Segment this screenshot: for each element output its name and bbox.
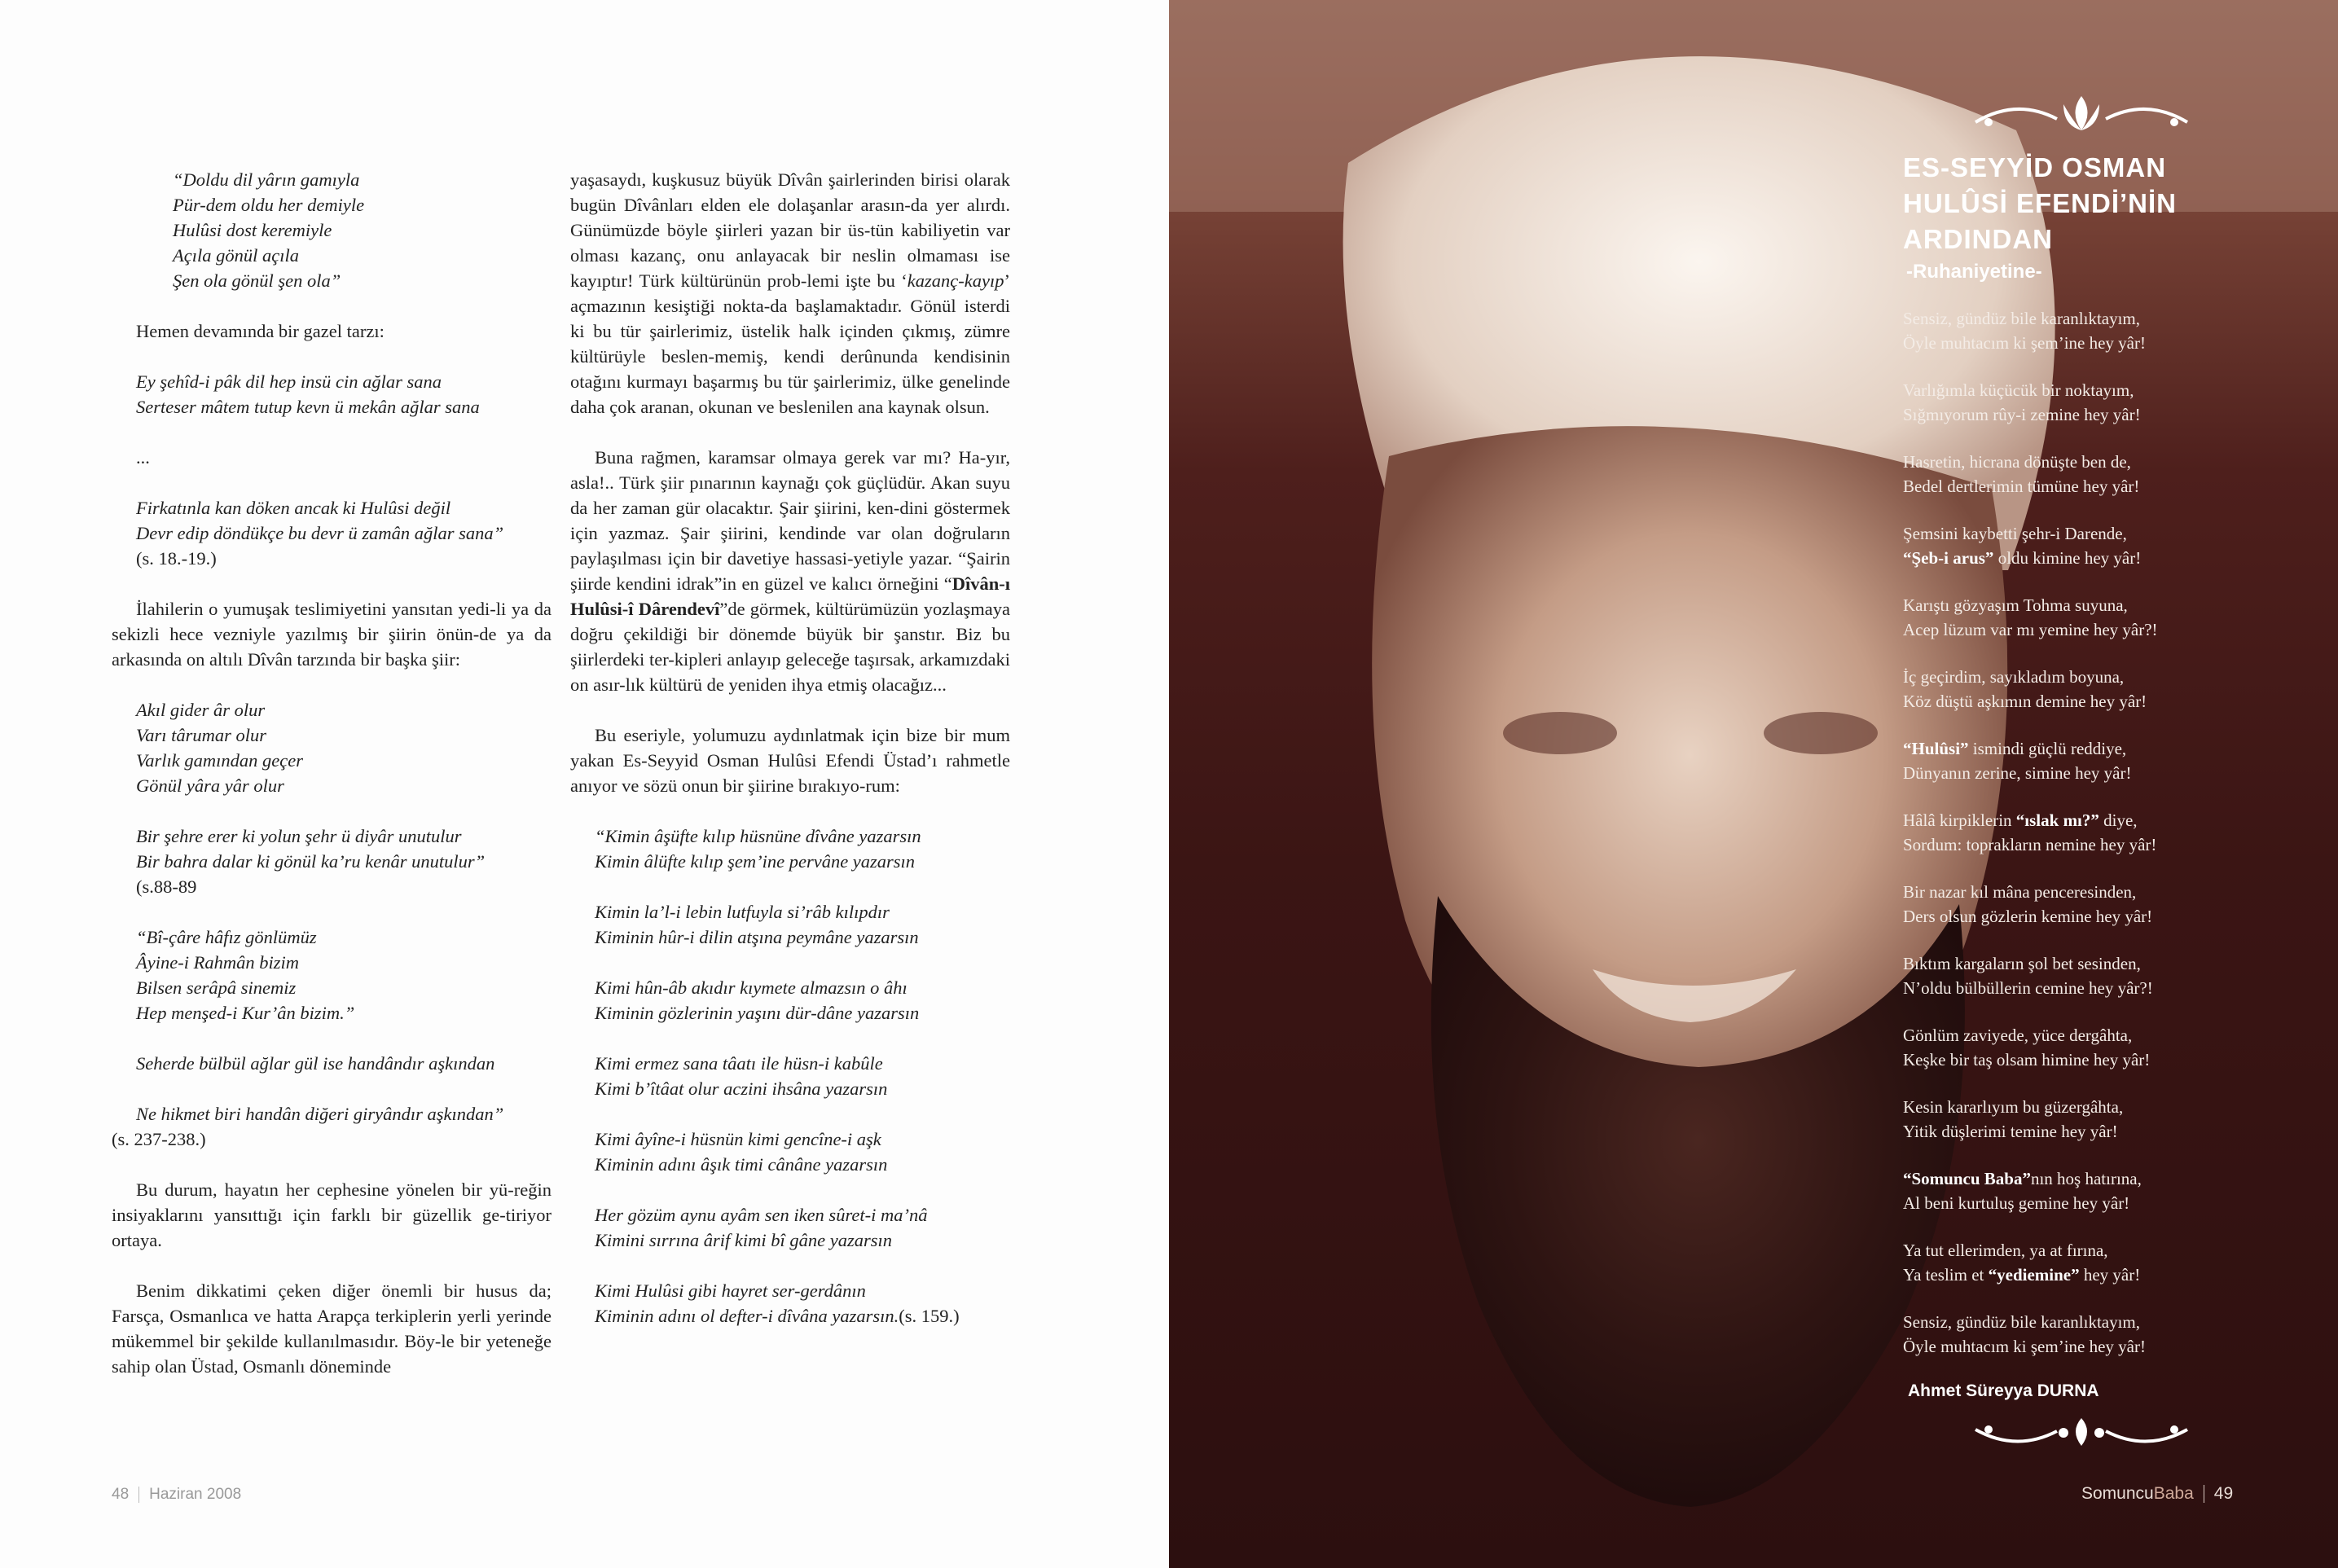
stanza-line: Şemsini kaybetti şehr-i Darende, <box>1903 524 2127 543</box>
poem-line: Kiminin hûr-i dilin atşına peymâne yazarsın <box>595 927 919 947</box>
poem-line: Seherde bülbül ağlar gül ise handândır aşkından <box>136 1053 495 1074</box>
stanza <box>1903 1023 2294 1072</box>
stanza <box>1903 1166 2294 1215</box>
paragraph: yaşasaydı, kuşkusuz büyük Dîvân şairlerinden birisi olarak bugün Dîvânları elden ele dolaşanlar arasın-da yer alırdı. Günümüzde böyle şiirleri yazan bir üs-tün kabiliyetin var olması kazanç, onu anlayacak bir neslin olmaması ise kayıptır! Türk kültürünün prob-lemi işte bu ‘kazanç-kayıp’ açmazının kesiştiği nokta-da başlamaktadır. Gönül isterdi ki bu tür şairlerimiz, üstelik halk içinden çıkmış, zümre kültürüyle beslen-memiş, kendi derûnunda kendisinin otağını kurmayı başarmış bu tür şairlerimiz, ülke genelinde daha çok aranan, okunan ve beslenilen ana kaynak olsun. <box>570 169 1010 417</box>
page-reference: (s. 159.) <box>899 1306 960 1326</box>
stanza-line: Ya teslim et “yediemine” hey yâr! <box>1903 1265 2141 1285</box>
poem-line: Kimin âlüfte kılıp şem’ine pervâne yazarsın <box>595 851 916 872</box>
stanza-line: “Somuncu Baba”nın hoş hatırına, <box>1903 1169 2142 1188</box>
stanza <box>1903 1238 2294 1287</box>
stanza <box>1903 808 2294 857</box>
stanza-line: Kesin kararlıyım bu güzergâhta, <box>1903 1097 2124 1117</box>
left-column-2 <box>570 167 1010 1329</box>
poem-line: “Bî-çâre hâfız gönlümüz <box>136 927 317 947</box>
paragraph: Buna rağmen, karamsar olmaya gerek var mı? Ha-yır, asla!.. Türk şiir pınarının kaynağı çok güçlüdür. Akan suyu da her zaman gür olacaktır. Şair şiirini, ken-dini göstermek için yazmaz. Şair şiirini, kendinde var olan doğruların paylaşılması için bir davetiye hassasi-yetiyle yazar. “Şairin şiirde kendini idrak”in en güzel ve kalıcı örneğini “Dîvân-ı Hulûsi-î Dârendevî”de görmek, kültürümüzün yozlaşmaya doğru çekildiği bir dönemde büyük bir şanstır. Biz bu şiirlerdeki ter-kipleri anlayıp geleceğe taşırsak, arkamızdaki on asır-lık kültürü de yeniden ihya etmiş olacağız... <box>570 447 1010 695</box>
poem-line: Kiminin gözlerinin yaşını dür-dâne yazarsın <box>595 1003 920 1023</box>
author-name: Ahmet Süreyya DURNA <box>1908 1381 2099 1400</box>
poem-line: “Doldu dil yârın gamıyla <box>173 169 360 190</box>
page-footer-right <box>2081 1484 2233 1504</box>
ellipsis: ... <box>136 447 150 468</box>
magazine-brand-suffix: Baba <box>2153 1484 2194 1503</box>
stanza-line: Karıştı gözyaşım Tohma suyuna, <box>1903 595 2128 615</box>
stanza-line: Varlığımla küçücük bir noktayım, <box>1903 380 2134 400</box>
stanza-line: N’oldu bülbüllerin cemine hey yâr?! <box>1903 978 2153 998</box>
stanza-line: Köz düştü aşkımın demine hey yâr! <box>1903 692 2147 711</box>
stanza-line: Sığmıyorum rûy-i zemine hey yâr! <box>1903 405 2141 424</box>
stanza <box>1903 951 2294 1000</box>
poem-line: Ey şehîd-i pâk dil hep insü cin ağlar sana <box>136 371 442 392</box>
paragraph: Benim dikkatimi çeken diğer önemli bir husus da; Farsça, Osmanlıca ve hatta Arapça terkiplerin yerli yerinde mükemmel bir şekilde kullanılmasıdır. Böy-le bir yeteneğe sahip olan Üstad, Osmanlı döneminde <box>112 1280 552 1377</box>
ornament-bottom-icon <box>1967 1413 2195 1454</box>
poem-line: Hep menşed-i Kur’ân bizim.” <box>136 1003 355 1023</box>
poem-line: Kimi âyîne-i hüsnün kimi gencîne-i aşk <box>595 1129 881 1149</box>
stanza-line: Öyle muhtacım ki şem’ine hey yâr! <box>1903 1337 2146 1356</box>
poem-line: Gönül yâra yâr olur <box>136 775 284 796</box>
poem-line: Kiminin adını ol defter-i dîvâna yazarsın.(s. 159.) <box>595 1306 960 1326</box>
poem-4 <box>112 697 552 798</box>
stanza-line: Dünyanın zerine, simine hey yâr! <box>1903 763 2132 783</box>
sidebar-poem <box>1903 306 2294 1359</box>
page-footer-left <box>112 1486 241 1504</box>
stanza <box>1903 1095 2294 1144</box>
poem-line: Varı târumar olur <box>136 725 267 745</box>
stanza-line: “Şeb-i arus” oldu kimine hey yâr! <box>1903 548 2142 568</box>
stanza-line: Ya tut ellerimden, ya at fırına, <box>1903 1241 2108 1260</box>
stanza-line: Bedel dertlerimin tümüne hey yâr! <box>1903 477 2140 496</box>
stanza-line: Öyle muhtacım ki şem’ine hey yâr! <box>1903 333 2146 353</box>
page-reference: (s. 18.-19.) <box>136 548 217 569</box>
paragraph: Hemen devamında bir gazel tarzı: <box>136 321 385 341</box>
poem-line: Bilsen serâpâ sinemiz <box>136 977 297 998</box>
stanza-line: Acep lüzum var mı yemine hey yâr?! <box>1903 620 2158 639</box>
poem-line: Kimi Hulûsi gibi hayret ser-gerdânın <box>595 1280 866 1301</box>
poem-line: Akıl gider âr olur <box>136 700 266 720</box>
poem-line: Serteser mâtem tutup kevn ü mekân ağlar sana <box>136 397 480 417</box>
stanza <box>1903 378 2294 427</box>
stanza-line: Bıktım kargaların şol bet sesinden, <box>1903 954 2141 973</box>
stanza-line: Al beni kurtuluş gemine hey yâr! <box>1903 1193 2130 1213</box>
poem-line: Şen ola gönül şen ola” <box>173 270 341 291</box>
stanza-line: Yitik düşlerimi temine hey yâr! <box>1903 1122 2118 1141</box>
poem-line: Kiminin adını âşık timi cânâne yazarsın <box>595 1154 888 1175</box>
poem-line: Kimi hûn-âb akıdır kıymete almazsın o âhı <box>595 977 908 998</box>
article-subtitle: -Ruhaniyetine- <box>1906 261 2042 283</box>
paragraph: Bu durum, hayatın her cephesine yönelen bir yü-reğin insiyaklarını yansıttığı için farklı bir güzellik ge-tiriyor ortaya. <box>112 1179 552 1250</box>
poem-line: Firkatınla kan döken ancak ki Hulûsi değil <box>136 498 451 518</box>
page-reference: (s.88-89 <box>136 876 197 897</box>
poem-sidebar <box>1903 98 2294 1401</box>
poem-line: “Kimin âşüfte kılıp hüsnüne dîvâne yazarsın <box>595 826 921 846</box>
stanza <box>1903 736 2294 785</box>
stanza <box>1903 665 2294 714</box>
stanza <box>1903 450 2294 499</box>
stanza-line: Ders olsun gözlerin kemine hey yâr! <box>1903 907 2153 926</box>
poem-line: Pür-dem oldu her demiyle <box>173 195 365 215</box>
poem-line: Kimini sırrına ârif kimi bî gâne yazarsın <box>595 1230 893 1250</box>
stanza-line: Hasretin, hicrana dönüşte ben de, <box>1903 452 2131 472</box>
page-reference: (s. 237-238.) <box>112 1129 206 1149</box>
stanza <box>1903 521 2294 570</box>
stanza-line: Hâlâ kirpiklerin “ıslak mı?” diye, <box>1903 810 2138 830</box>
poem-2 <box>112 369 552 419</box>
stanza-line: Keşke bir taş olsam himine hey yâr! <box>1903 1050 2151 1069</box>
page-number: 48 <box>112 1486 130 1503</box>
poem-line: Âyine-i Rahmân bizim <box>136 952 299 973</box>
poem-line: Bir bahra dalar ki gönül ka’ru kenâr unutulur” <box>136 851 486 872</box>
poem-line: Varlık gamından geçer <box>136 750 303 771</box>
left-column-1 <box>112 167 552 1379</box>
stanza <box>1903 1310 2294 1359</box>
issue-date: Haziran 2008 <box>149 1486 242 1503</box>
poem-line: Bir şehre erer ki yolun şehr ü diyâr unutulur <box>136 826 462 846</box>
poem-1 <box>112 167 552 293</box>
stanza <box>1903 880 2294 929</box>
stanza-line: İç geçirdim, sayıkladım boyuna, <box>1903 667 2125 687</box>
page-number: 49 <box>2213 1484 2234 1503</box>
poem-line: Ne hikmet biri handân diğeri giryândır aşkından” <box>136 1104 504 1124</box>
stanza-line: Gönlüm zaviyede, yüce dergâhta, <box>1903 1026 2133 1045</box>
stanza-line: Sensiz, gündüz bile karanlıktayım, <box>1903 1312 2141 1332</box>
right-page <box>1169 0 2338 1568</box>
closing-poem <box>570 824 1010 1329</box>
article-title: ES-SEYYİD OSMAN HULÛSİ EFENDİ’NİN ARDINDAN <box>1903 152 2178 254</box>
magazine-brand: Somuncu <box>2081 1484 2154 1503</box>
paragraph: Bu eseriyle, yolumuzu aydınlatmak için bize bir mum yakan Es-Seyyid Osman Hulûsi Efendi Üstad’ı rahmetle anıyor ve sözü onun bir şiirine bırakıyo-rum: <box>570 725 1010 796</box>
poem-line: Devr edip döndükçe bu devr ü zamân ağlar sana” <box>136 523 504 543</box>
paragraph: İlahilerin o yumuşak teslimiyetini yansıtan yedi-li ya da sekizli hece vezniyle yazılmış bir şiirin önün-de ya da arkasında on altılı Dîvân tarzında bir başka şiir: <box>112 599 552 670</box>
stanza-line: Sensiz, gündüz bile karanlıktayım, <box>1903 309 2141 328</box>
poem-line: Kimin la’l-i lebin lutfuyla si’râb kılıpdır <box>595 902 890 922</box>
poem-line: Kimi ermez sana tâatı ile hüsn-i kabûle <box>595 1053 883 1074</box>
stanza <box>1903 593 2294 642</box>
poem-6 <box>112 925 552 1026</box>
stanza-line: Sordum: toprakların nemine hey yâr! <box>1903 835 2157 854</box>
stanza-line: Bir nazar kıl mâna penceresinden, <box>1903 882 2137 902</box>
stanza-line: “Hulûsi” ismindi güçlü reddiye, <box>1903 739 2127 758</box>
poem-3 <box>112 495 552 546</box>
poem-line: Hulûsi dost keremiyle <box>173 220 332 240</box>
poem-line: Her gözüm aynu ayâm sen iken sûret-i ma’nâ <box>595 1205 928 1225</box>
stanza <box>1903 306 2294 355</box>
poem-line: Açıla gönül açıla <box>173 245 299 266</box>
poem-line: Kimi b’îtâat olur aczini ihsâna yazarsın <box>595 1078 888 1099</box>
poem-5 <box>112 824 552 874</box>
